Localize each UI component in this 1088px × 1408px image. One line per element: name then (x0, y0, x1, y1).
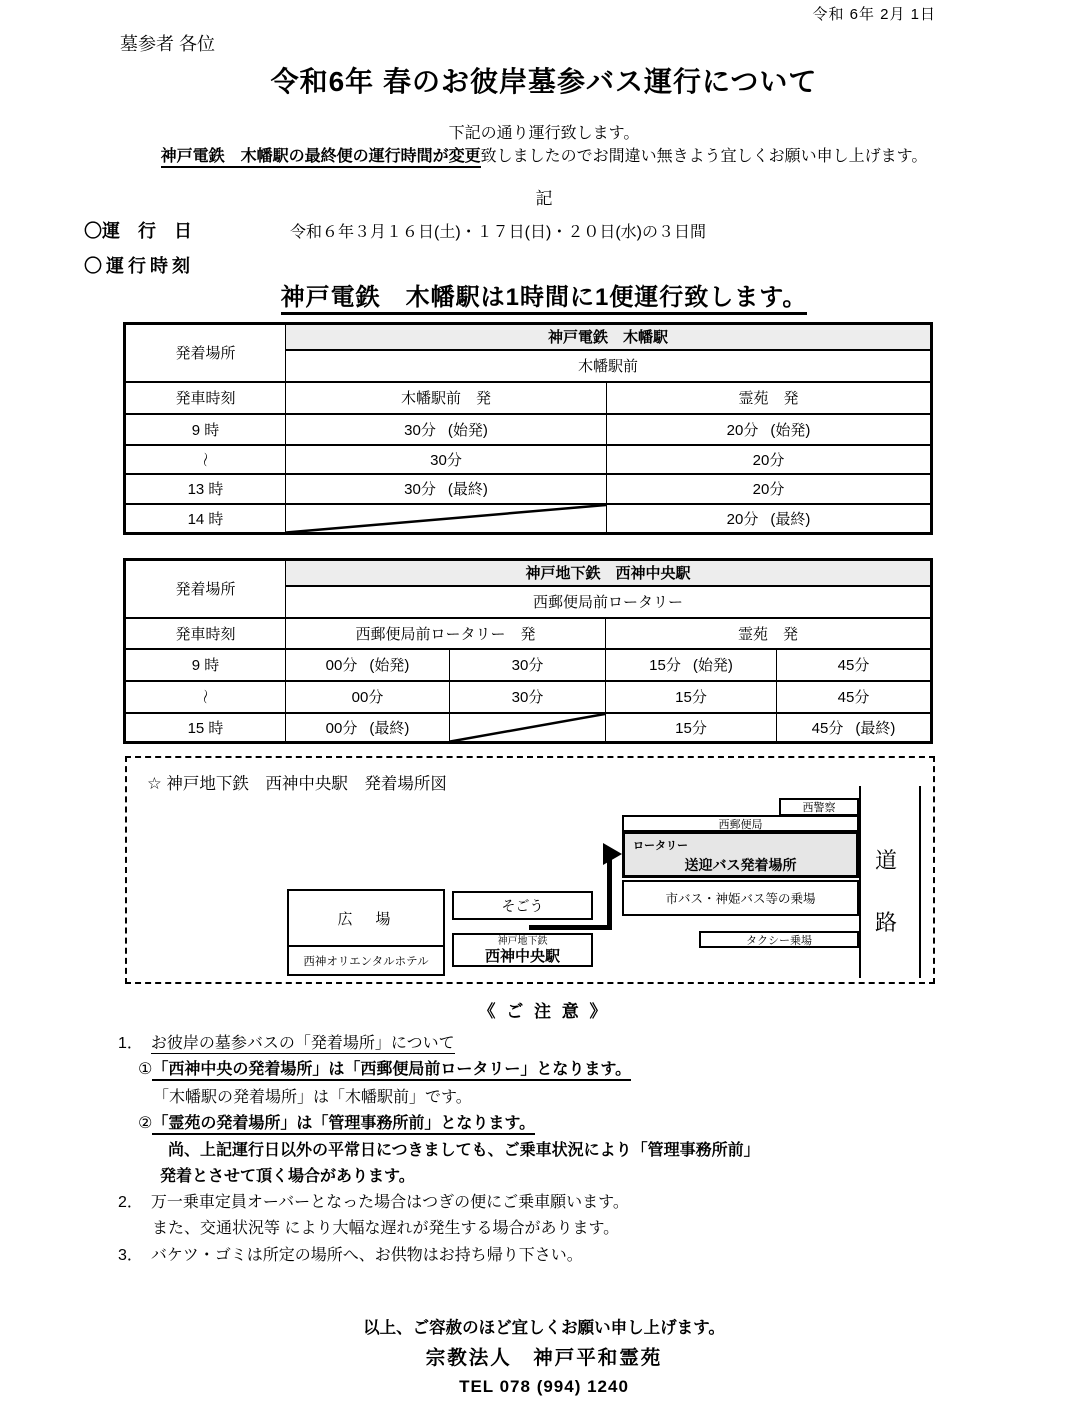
no-service-cell (450, 713, 606, 743)
minutes-value: 30分 (404, 481, 436, 498)
wave-mark: 〜 (195, 688, 213, 705)
minutes-value: 15分 (649, 657, 681, 674)
corner-cell: 発着場所 (125, 324, 286, 382)
operating-days-value: 令和６年３月１６日(土)・１７日(日)・２０日(水)の３日間 (290, 224, 706, 241)
station-group-header: 神戸電鉄 木幡駅 (286, 324, 932, 350)
operating-days-row (84, 217, 706, 243)
minutes-cell (777, 681, 932, 713)
minutes-cell (607, 474, 932, 504)
minutes-value: 30分 (404, 421, 436, 439)
frequency-notice-text: 神戸電鉄 木幡駅は1時間に1便運行致します。 (281, 284, 808, 315)
minutes-note: (最終) (770, 510, 811, 528)
minutes-value: 20分 (726, 510, 759, 528)
note-number: 2． (118, 1194, 143, 1211)
hotel-label: 西神オリエンタルホテル (289, 945, 443, 974)
walk-path-horizontal (529, 925, 612, 930)
company-name: 宗教法人 神戸平和霊苑 (425, 1347, 663, 1369)
minutes-cell (450, 649, 606, 681)
note-text: 尚、上記運行日以外の平常日につきましても、ご乗車状況により「管理事務所前」 (168, 1142, 760, 1159)
minutes-value: 00分 (325, 719, 358, 737)
rotary-label: ロータリー (633, 840, 688, 852)
sogo-box: そごう (452, 891, 593, 920)
seishin-chuo-timetable (123, 558, 933, 744)
minutes-value: 45分 (811, 719, 844, 737)
plaza-label: 広 場 (337, 910, 395, 928)
note-text: お彼岸の墓参バスの「発着場所」について (150, 1035, 455, 1052)
minutes-cell (607, 414, 932, 445)
minutes-note: (始発) (692, 657, 733, 674)
hour-cell: 9 時 (125, 649, 286, 681)
dep-time-label: 発車時刻 (125, 382, 286, 414)
minutes-cell (286, 474, 607, 504)
dep-time-label: 発車時刻 (125, 618, 286, 649)
kibata-timetable (123, 322, 933, 535)
minutes-cell (777, 713, 932, 743)
issue-date: 令和 6年 2月 1日 (812, 6, 936, 23)
hour-cell: 15 時 (125, 713, 286, 743)
plaza-box (287, 889, 445, 976)
minutes-value: 30分 (430, 451, 462, 469)
rotary-box (622, 831, 859, 878)
road-label-1: 道 (875, 848, 898, 873)
minutes-value: 30分 (511, 689, 544, 706)
intro-rest: 致しましたのでお間違い無きよう宜しくお願い申し上げます。 (480, 148, 928, 165)
hour-cell (125, 445, 286, 474)
road-label-2: 路 (875, 910, 898, 935)
note-1a (138, 1056, 631, 1079)
note-number: 3． (118, 1247, 143, 1264)
minutes-value: 15分 (675, 689, 707, 706)
operating-times-label: 〇運行時刻 (84, 256, 194, 276)
shuttle-bus-stop-label: 送迎バス発着場所 (684, 857, 797, 873)
minutes-cell (606, 713, 777, 743)
frequency-notice (0, 277, 1088, 312)
minutes-cell (607, 504, 932, 534)
minutes-value: 30分 (511, 657, 544, 674)
no-service-cell (286, 504, 607, 534)
minutes-note: (始発) (447, 421, 488, 439)
minutes-note: (始発) (369, 657, 410, 674)
note-text: 発着とさせて頂く場合があります。 (160, 1168, 415, 1185)
hour-cell: 13 時 (125, 474, 286, 504)
minutes-note: (最終) (369, 719, 410, 737)
minutes-value: 20分 (752, 451, 785, 469)
minutes-cell (607, 445, 932, 474)
minutes-value: 15分 (675, 719, 707, 737)
note-text: 万一乗車定員オーバーとなった場合はつぎの便にご乗車願います。 (150, 1194, 629, 1211)
note-text: 「霊苑の発着場所」は「管理事務所前」となります。 (152, 1115, 535, 1135)
taxi-box: タクシー乗場 (699, 931, 859, 948)
intro-line-1: 下記の通り運行致します。 (448, 125, 640, 142)
notes-heading: 《 ご 注 意 》 (478, 1002, 610, 1021)
note-3 (118, 1242, 583, 1265)
minutes-cell (286, 713, 450, 743)
minutes-note: (最終) (447, 481, 488, 498)
stop-name-cell: 西郵便局前ロータリー (286, 586, 932, 618)
minutes-value: 00分 (325, 657, 358, 674)
station-name-label: 西神中央駅 (484, 948, 560, 965)
city-bus-box: 市バス・神姫バス等の乗場 (622, 880, 859, 916)
telephone-line: TEL 078 (994) 1240 (459, 1377, 629, 1396)
minutes-cell (286, 445, 607, 474)
hour-cell (125, 681, 286, 713)
ki-marker: 記 (535, 189, 553, 208)
intro-emphasis: 神戸電鉄 木幡駅の最終便の運行時間が変更 (161, 148, 481, 168)
station-map-diagram (125, 756, 935, 984)
road-line-left (859, 786, 861, 978)
note-1d (168, 1137, 760, 1160)
doc-title: 令和6年 春のお彼岸墓参バス運行について (270, 66, 818, 97)
diagonal-strike (450, 714, 605, 742)
minutes-value: 45分 (837, 689, 870, 706)
col-reien-header: 霊苑 発 (607, 382, 932, 414)
stop-name-cell: 木幡駅前 (286, 350, 932, 382)
col-reien-header: 霊苑 発 (606, 618, 932, 649)
wave-mark: 〜 (195, 451, 213, 467)
circled-number: ① (138, 1061, 153, 1078)
note-2b (152, 1215, 619, 1238)
operating-times-row (84, 252, 194, 278)
note-text: 「木幡駅の発着場所」は「木幡駅前」です。 (153, 1089, 472, 1106)
minutes-cell (450, 681, 606, 713)
closing-line: 以上、ご容赦のほど宜しくお願い申し上げます。 (363, 1319, 725, 1337)
note-2 (118, 1189, 629, 1212)
note-1b (153, 1084, 472, 1107)
minutes-value: 20分 (752, 481, 785, 498)
minutes-note: (始発) (770, 421, 811, 439)
note-text: 「西神中央の発着場所」は「西郵便局前ロータリー」となります。 (152, 1061, 631, 1081)
col-from-header: 西郵便局前ロータリー 発 (286, 618, 606, 649)
minutes-cell (606, 649, 777, 681)
hour-cell: 9 時 (125, 414, 286, 445)
note-1e (160, 1163, 415, 1186)
corner-cell: 発着場所 (125, 560, 286, 618)
station-group-header: 神戸地下鉄 西神中央駅 (286, 560, 932, 586)
minutes-cell (286, 414, 607, 445)
col-from-header: 木幡駅前 発 (286, 382, 607, 414)
minutes-value: 00分 (351, 689, 384, 706)
minutes-cell (606, 681, 777, 713)
minutes-value: 45分 (837, 657, 870, 674)
post-office-box: 西郵便局 (622, 815, 859, 832)
circled-number: ② (138, 1115, 153, 1132)
subway-line-label: 神戸地下鉄 (497, 936, 548, 947)
arrow-icon (603, 843, 622, 865)
police-box: 西警察 (779, 798, 859, 816)
map-title: ☆ 神戸地下鉄 西神中央駅 発着場所図 (147, 775, 447, 793)
note-number: 1． (118, 1035, 143, 1052)
intro-line-2 (0, 143, 1088, 166)
minutes-cell (286, 681, 450, 713)
operating-days-label: 〇運 行 日 (84, 221, 192, 241)
note-1 (118, 1030, 455, 1053)
note-1c (138, 1110, 535, 1133)
note-text: また、交通状況等 により大幅な遅れが発生する場合があります。 (152, 1220, 620, 1237)
minutes-cell (286, 649, 450, 681)
minutes-cell (777, 649, 932, 681)
station-box (452, 933, 593, 967)
minutes-note: (最終) (855, 719, 896, 737)
minutes-value: 20分 (726, 421, 759, 439)
note-text: バケツ・ゴミは所定の場所へ、お供物はお持ち帰り下さい。 (150, 1247, 583, 1264)
road-line-right (919, 786, 921, 978)
hour-cell: 14 時 (125, 504, 286, 534)
recipient-line: 墓参者 各位 (120, 34, 216, 54)
diagonal-strike (286, 505, 606, 533)
